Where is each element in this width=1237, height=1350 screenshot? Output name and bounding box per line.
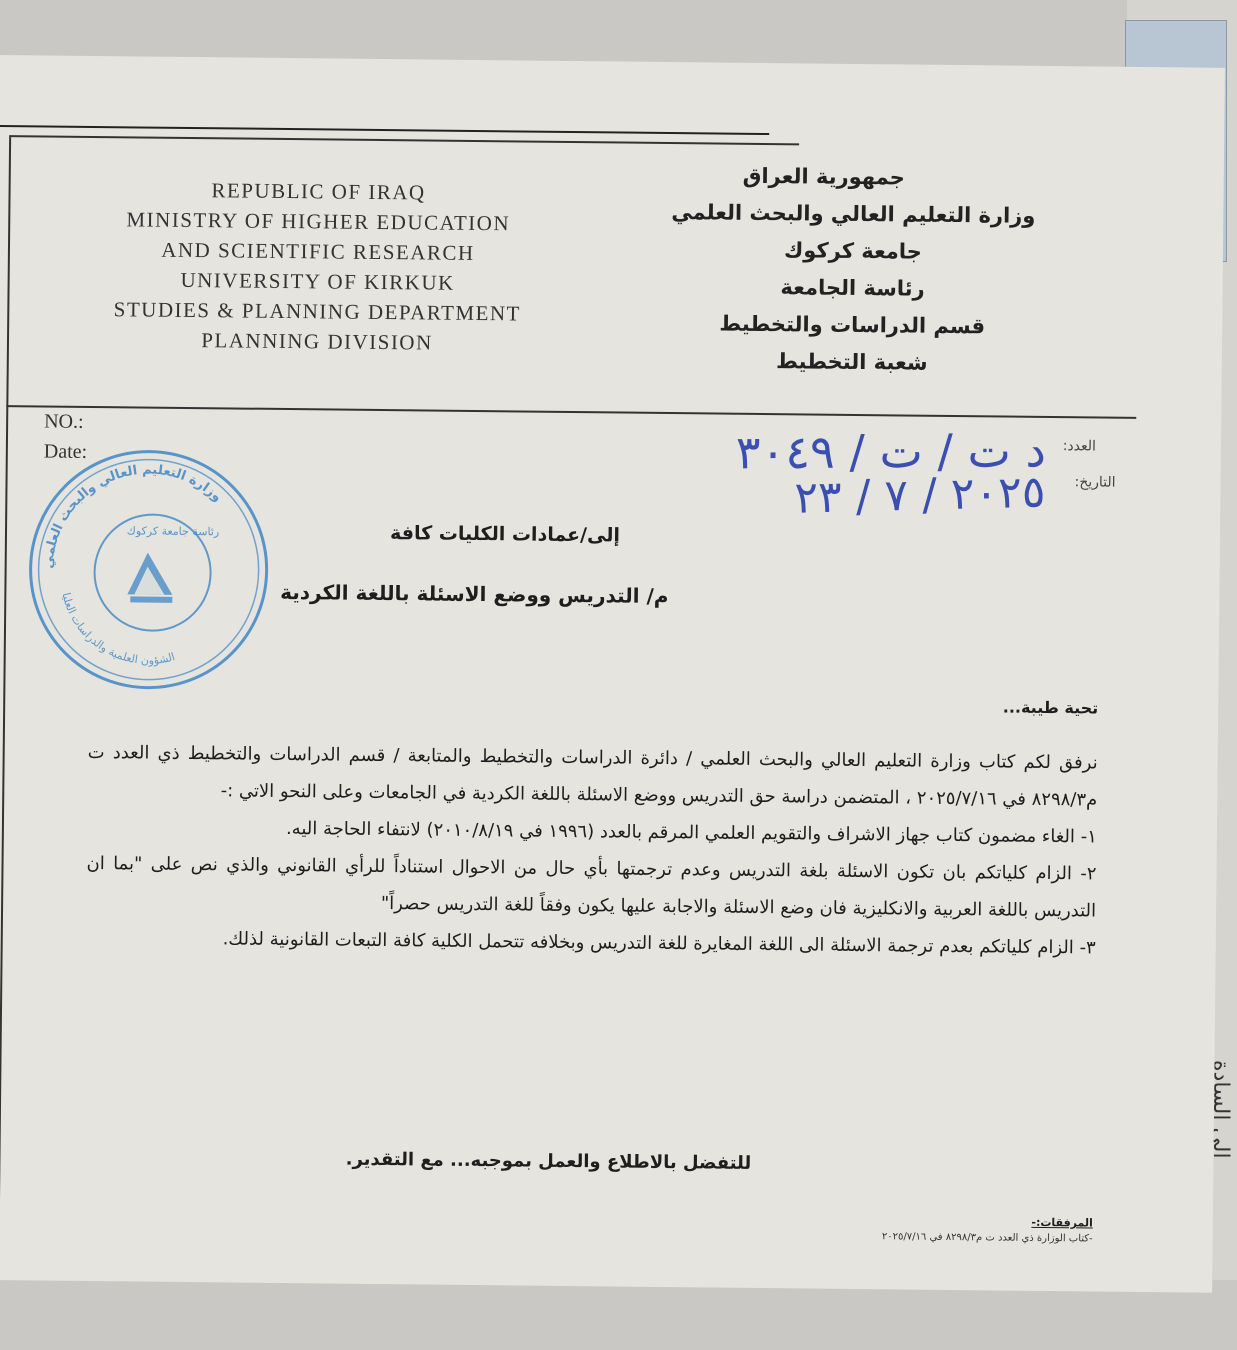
stamp-bottom-text: الشؤون العلمية والدراسات العليا bbox=[59, 591, 177, 668]
date-label-ar: التاريخ: bbox=[1074, 474, 1116, 491]
ar-header-line: رئاسة الجامعة bbox=[780, 275, 925, 301]
svg-text:وزارة التعليم العالي والبحث ال bbox=[41, 461, 225, 570]
reference-rule bbox=[6, 405, 1136, 419]
recipient-line: إلى/عمادات الكليات كافة bbox=[389, 522, 621, 547]
frame-left-border bbox=[0, 137, 11, 1337]
side-vertical-text: الى السادة bbox=[1208, 1060, 1233, 1159]
date-label-en: Date: bbox=[43, 440, 88, 463]
en-header-line: MINISTRY OF HIGHER EDUCATION bbox=[126, 207, 511, 236]
subject-line: م/ التدريس ووضع الاسئلة باللغة الكردية bbox=[280, 579, 669, 609]
top-rule bbox=[0, 125, 769, 135]
stamp-inner-text: رئاسة جامعة كركوك bbox=[126, 524, 220, 539]
handwritten-number: د ت / ت / ٣٠٤٩ bbox=[735, 423, 1047, 480]
en-header-line: STUDIES & PLANNING DEPARTMENT bbox=[113, 297, 522, 326]
en-header-line: AND SCIENTIFIC RESEARCH bbox=[161, 237, 475, 265]
ar-header-line: جمهورية العراق bbox=[742, 163, 906, 190]
ar-header-line: وزارة التعليم العالي والبحث العلمي bbox=[671, 200, 1036, 228]
header-rule bbox=[9, 135, 799, 145]
list-item: ١- الغاء مضمون كتاب جهاز الاشراف والتقويم العلمي المرقم بالعدد (١٩٩٦ في ٢٠١٠/٨/١٩) لانتفاء الحاجة اليه. bbox=[285, 818, 1097, 848]
greeting: تحية طيبة... bbox=[1002, 697, 1099, 718]
attachments-label: المرفقات:- bbox=[1031, 1215, 1093, 1230]
no-label-en: NO.: bbox=[44, 410, 84, 433]
closing-line: للتفضل بالاطلاع والعمل بموجبه... مع التقدير. bbox=[345, 1148, 752, 1174]
ar-header-line: جامعة كركوك bbox=[783, 238, 923, 264]
en-header-line: REPUBLIC OF IRAQ bbox=[211, 178, 426, 205]
stamp-outer-text: وزارة التعليم العالي والبحث العلمي bbox=[41, 462, 225, 570]
en-header-line: UNIVERSITY OF KIRKUK bbox=[180, 267, 455, 295]
list-item: ٣- الزام كلياتكم بعدم ترجمة الاسئلة الى اللغة المغايرة للغة التدريس وبخلافه تتحمل الكلية كافة التبعات القانونية لذلك. bbox=[222, 928, 1096, 959]
arabic-letterhead bbox=[642, 157, 1064, 383]
handwritten-date: ٢٠٢٥ / ٧ / ٢٣ bbox=[793, 466, 1047, 524]
en-header-line: PLANNING DIVISION bbox=[201, 328, 433, 355]
attachment-item: -كتاب الوزارة ذي العدد ت م٨٢٩٨/٣ في ٢٠٢٥/٧/١٦ bbox=[881, 1231, 1093, 1245]
intro-paragraph: نرفق لكم كتاب وزارة التعليم العالي والبحث العلمي / دائرة الدراسات والتخطيط والمتابعة / قسم الدراسات والتخطيط ذي العدد ت م٨٢٩٨/٣ في ٢٠٢٥/٧/١٦ ، المتضمن دراسة حق التدريس ووضع الاسئلة باللغة الكردية في الجامعات وعلى النحو الاتي :- bbox=[87, 741, 1098, 811]
letter-body bbox=[86, 734, 1098, 967]
ar-header-line: شعبة التخطيط bbox=[775, 349, 928, 375]
letter-page bbox=[0, 55, 1225, 1293]
ar-header-line: قسم الدراسات والتخطيط bbox=[719, 311, 986, 339]
list-item: ٢- الزام كلياتكم بان تكون الاسئلة بلغة التدريس وعدم ترجمتها بأي حال من الاحوال استناداً للرأي القانوني والذي نص على "بما ان التدريس باللغة العربية والانكليزية فان وضع الاسئلة والاجابة عليها يكون وفقاً للغة التدريس حصراً" bbox=[86, 852, 1097, 922]
english-letterhead bbox=[47, 174, 589, 360]
no-label-ar: العدد: bbox=[1062, 438, 1097, 455]
official-stamp bbox=[21, 443, 276, 696]
